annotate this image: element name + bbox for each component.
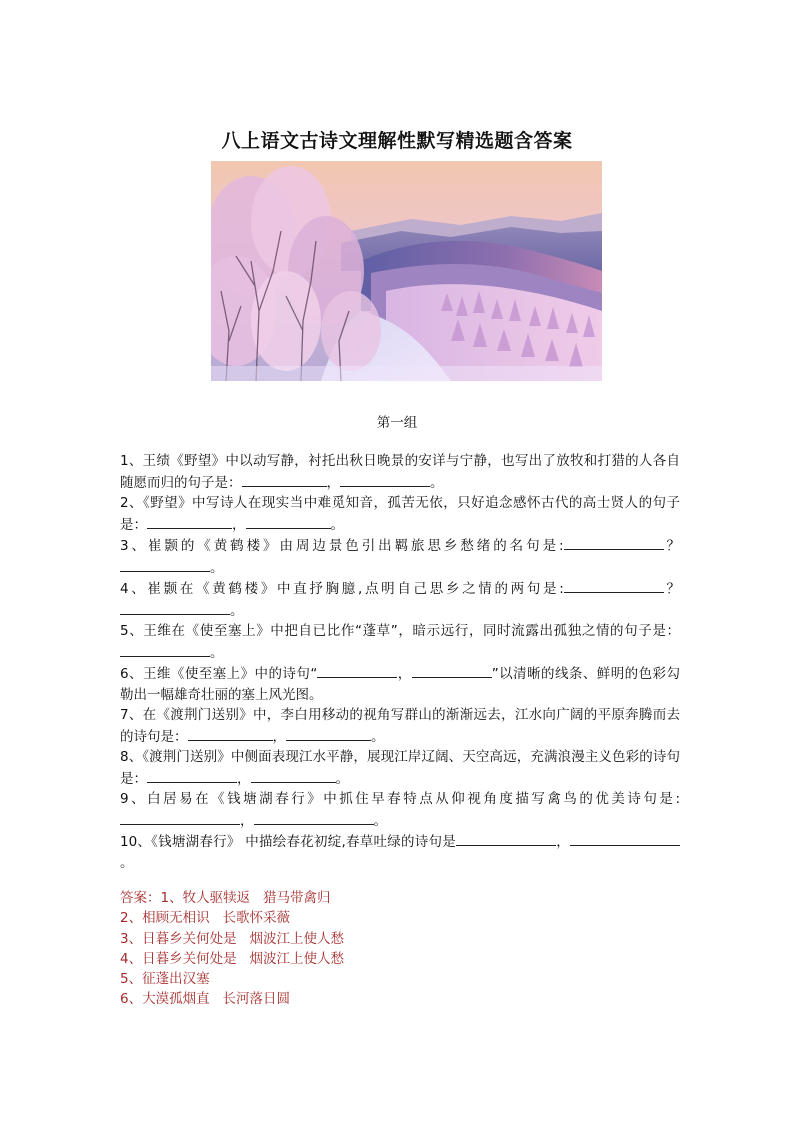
answer-line: 6、大漠孤烟直 长河落日圆 [120, 991, 290, 1008]
group-title: 第一组 [376, 415, 418, 431]
answer-line: 5、征蓬出汉塞 [120, 971, 210, 988]
answer-line: 3、日暮乡关何处是 烟波江上使人愁 [120, 930, 344, 947]
answer-blank[interactable] [246, 514, 331, 529]
answer-blank[interactable] [564, 578, 664, 593]
answer-blank[interactable] [412, 663, 492, 678]
question-item: 1、王绩《野望》中以动写静，衬托出秋日晚景的安详与宁静，也写出了放牧和打猎的人各自随愿而归的句子是： ， 。 [120, 453, 680, 491]
answer-blank[interactable] [120, 557, 210, 572]
answer-line: 答案：1、牧人驱犊返 猎马带禽归 [120, 890, 331, 906]
question-text: 7、在《渡荆门送别》中，李白用移动的视角写群山的渐渐远去，江水向广阔的平原奔腾而去的诗句是： [120, 707, 680, 745]
question-item: 6、王维《使至塞上》中的诗句“ ， ”以清晰的线条、鲜明的色彩勾勒出一幅雄奇壮丽的塞上风光图。 [120, 663, 680, 705]
document-title: 八上语文古诗文理解性默写精选题含答案 [221, 130, 573, 152]
answer-blank[interactable] [147, 768, 237, 783]
answer-blank[interactable] [340, 472, 430, 487]
question-item: 4、崔颢在《黄鹤楼》中直抒胸臆,点明自己思乡之情的两句是: ？。 [120, 578, 680, 621]
answer-section [120, 888, 680, 1010]
question-text: 6、王维《使至塞上》中的诗句“ [120, 666, 318, 682]
question-text: 9、白居易在《钱塘湖春行》中抓住早春特点从仰视角度描写禽鸟的优美诗句是: [120, 791, 680, 807]
question-text: 5、王维在《使至塞上》中把自已比作“蓬草”，暗示远行，同时流露出孤独之情的句子是： [120, 623, 680, 639]
question-item: 8、《渡荆门送别》中侧面表现江水平静，展现江岸辽阔、天空高远，充满浪漫主义色彩的诗句是： ， 。 [120, 749, 680, 787]
answer-blank[interactable] [286, 726, 371, 741]
answer-blank[interactable] [188, 726, 273, 741]
answer-blank[interactable] [120, 642, 210, 657]
question-list [120, 451, 680, 873]
answer-blank[interactable] [120, 810, 240, 825]
answer-blank[interactable] [564, 535, 664, 550]
question-item: 2、《野望》中写诗人在现实当中难觅知音，孤苦无依，只好追念感怀古代的高士贤人的句子是： ， 。 [120, 495, 680, 533]
snowy-mountain-photo [211, 161, 602, 381]
question-text: 8、《渡荆门送别》中侧面表现江水平静，展现江岸辽阔、天空高远，充满浪漫主义色彩的诗句是： [120, 749, 680, 787]
answer-blank[interactable] [120, 600, 230, 615]
question-item: 10、《钱塘湖春行》 中描绘春花初绽,春草吐绿的诗句是 ，。 [120, 831, 680, 873]
answer-blank[interactable] [570, 831, 680, 846]
question-text: 2、《野望》中写诗人在现实当中难觅知音，孤苦无依，只好追念感怀古代的高士贤人的句子是： [120, 495, 680, 533]
question-item: 5、王维在《使至塞上》中把自已比作“蓬草”，暗示远行，同时流露出孤独之情的句子是：。 [120, 623, 680, 661]
question-text: 4、崔颢在《黄鹤楼》中直抒胸臆,点明自己思乡之情的两句是: [120, 581, 564, 597]
answer-blank[interactable] [317, 663, 397, 678]
question-text: 10、《钱塘湖春行》 中描绘春花初绽,春草吐绿的诗句是 [120, 834, 456, 850]
answer-blank[interactable] [147, 514, 232, 529]
answer-blank[interactable] [242, 472, 327, 487]
answer-blank[interactable] [251, 768, 336, 783]
question-text: 3、崔颢的《黄鹤楼》由周边景色引出羁旅思乡愁绪的名句是: [120, 538, 564, 554]
answer-line: 2、相顾无相识 长歌怀采薇 [120, 910, 290, 927]
answer-line: 4、日暮乡关何处是 烟波江上使人愁 [120, 950, 344, 967]
question-item: 7、在《渡荆门送别》中，李白用移动的视角写群山的渐渐远去，江水向广阔的平原奔腾而去的诗句是： ， 。 [120, 707, 680, 745]
answer-blank[interactable] [456, 831, 556, 846]
answer-blank[interactable] [254, 810, 374, 825]
question-item: 3、崔颢的《黄鹤楼》由周边景色引出羁旅思乡愁绪的名句是: ？。 [120, 535, 680, 578]
question-text: 1、王绩《野望》中以动写静，衬托出秋日晚景的安详与宁静，也写出了放牧和打猎的人各自随愿而归的句子是： [120, 453, 680, 491]
question-item: 9、白居易在《钱塘湖春行》中抓住早春特点从仰视角度描写禽鸟的优美诗句是:， 。 [120, 791, 680, 829]
